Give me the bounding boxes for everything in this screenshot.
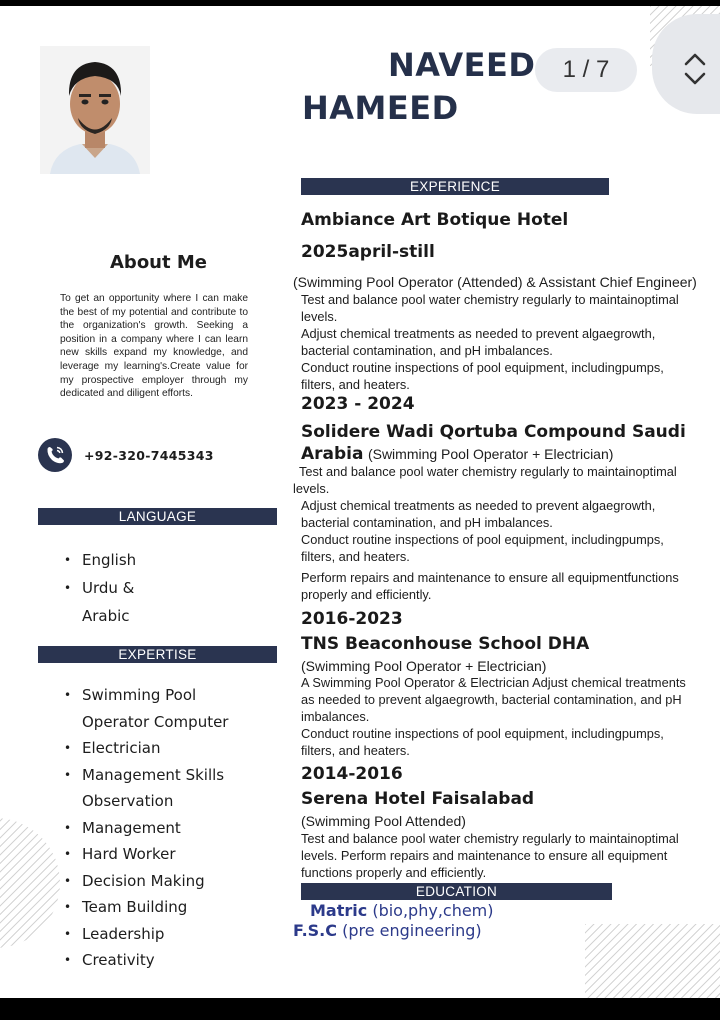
decorative-hatch bbox=[0, 818, 60, 948]
job-role: (Swimming Pool Operator (Attended) & Assistant Chief Engineer) bbox=[293, 274, 697, 290]
job-dates: 2023 - 2024 bbox=[301, 394, 415, 414]
list-item: • Urdu & bbox=[64, 579, 135, 597]
about-me-text: To get an opportunity where I can make the best of my potential and contribute to the organization's growth. Seeking a position in a company where I can learn new skills expand my knowledge, and leverage my learning's.Create value for my prospective employer through my dedicated and diligent efforts. bbox=[60, 293, 248, 400]
education-heading: EDUCATION bbox=[301, 883, 612, 900]
resume-page bbox=[0, 6, 720, 998]
job-org: Ambiance Art Botique Hotel bbox=[301, 210, 569, 230]
list-item: Observation bbox=[82, 792, 174, 810]
job-role: (Swimming Pool Attended) bbox=[301, 813, 466, 829]
experience-heading: EXPERIENCE bbox=[301, 178, 609, 195]
phone-number: +92-320-7445343 bbox=[84, 448, 214, 463]
job-dates: 2025april-still bbox=[301, 242, 435, 262]
name-line-2: HAMEED bbox=[302, 89, 459, 127]
phone-icon bbox=[38, 438, 72, 472]
job-role: (Swimming Pool Operator + Electrician) bbox=[301, 658, 547, 674]
job-description: Test and balance pool water chemistry regularly to maintainoptimal levels. Adjust chemical treatments as needed to prevent algaegrowth, bacterial contamination, and pH imbalances. Conduct routine inspections of pool equipment, includingpumps, filters, and heaters. Perform repairs and maintenance to ensure all equipmentfunctions properly and efficiently. bbox=[293, 464, 679, 602]
skills-list bbox=[64, 682, 284, 974]
profile-photo bbox=[40, 46, 150, 174]
expertise-heading: EXPERTISE bbox=[38, 646, 277, 663]
list-item: Operator Computer bbox=[82, 712, 229, 731]
list-item: • English bbox=[64, 551, 137, 569]
list-item: • Team Building bbox=[64, 898, 188, 916]
job-dates: 2014-2016 bbox=[301, 764, 403, 784]
bottom-bar bbox=[0, 998, 720, 1020]
job-org-line-2: Arabia (Swimming Pool Operator + Electrician) bbox=[301, 444, 614, 464]
job-org: Solidere Wadi Qortuba Compound Saudi bbox=[301, 422, 686, 442]
chevron-down-icon[interactable] bbox=[682, 68, 708, 90]
language-heading: LANGUAGE bbox=[38, 508, 277, 525]
list-item: • Electrician bbox=[64, 739, 161, 757]
list-item: • Management bbox=[64, 818, 181, 837]
job-description: Test and balance pool water chemistry regularly to maintainoptimal levels. Perform repairs and maintenance to ensure all equipment functions properly and efficiently. bbox=[301, 831, 679, 880]
list-item: • Hard Worker bbox=[64, 845, 176, 863]
job-org: TNS Beaconhouse School DHA bbox=[301, 634, 590, 654]
list-item: • Creativity bbox=[64, 951, 155, 969]
about-me-heading: About Me bbox=[110, 252, 207, 273]
job-dates: 2016-2023 bbox=[301, 609, 403, 629]
job-org: Serena Hotel Faisalabad bbox=[301, 789, 535, 809]
list-item: Arabic bbox=[82, 607, 130, 625]
chevron-up-icon[interactable] bbox=[682, 48, 708, 70]
education-item: Matric (bio,phy,chem) bbox=[310, 901, 494, 920]
language-list bbox=[64, 546, 264, 630]
list-item: • Leadership bbox=[64, 924, 165, 943]
list-item: • Swimming Pool bbox=[64, 686, 197, 704]
list-item: • Decision Making bbox=[64, 871, 205, 890]
job-description: A Swimming Pool Operator & Electrician Adjust chemical treatments as needed to prevent algaegrowth, bacterial contamination, and pH imbalances. Conduct routine inspections of pool equipment, includingpumps, filters, and heaters. bbox=[301, 675, 686, 758]
job-description: Test and balance pool water chemistry regularly to maintainoptimal levels. Adjust chemical treatments as needed to prevent algaegrowth, bacterial contamination, and pH imbalances. Conduct routine inspections of pool equipment, includingpumps, filters, and heaters. bbox=[301, 292, 679, 392]
name-line-1: NAVEED bbox=[388, 46, 536, 84]
decorative-hatch bbox=[585, 924, 720, 998]
page-indicator: 1 / 7 bbox=[535, 48, 637, 92]
list-item: • Management Skills bbox=[64, 765, 225, 784]
education-item: F.S.C (pre engineering) bbox=[293, 921, 482, 940]
